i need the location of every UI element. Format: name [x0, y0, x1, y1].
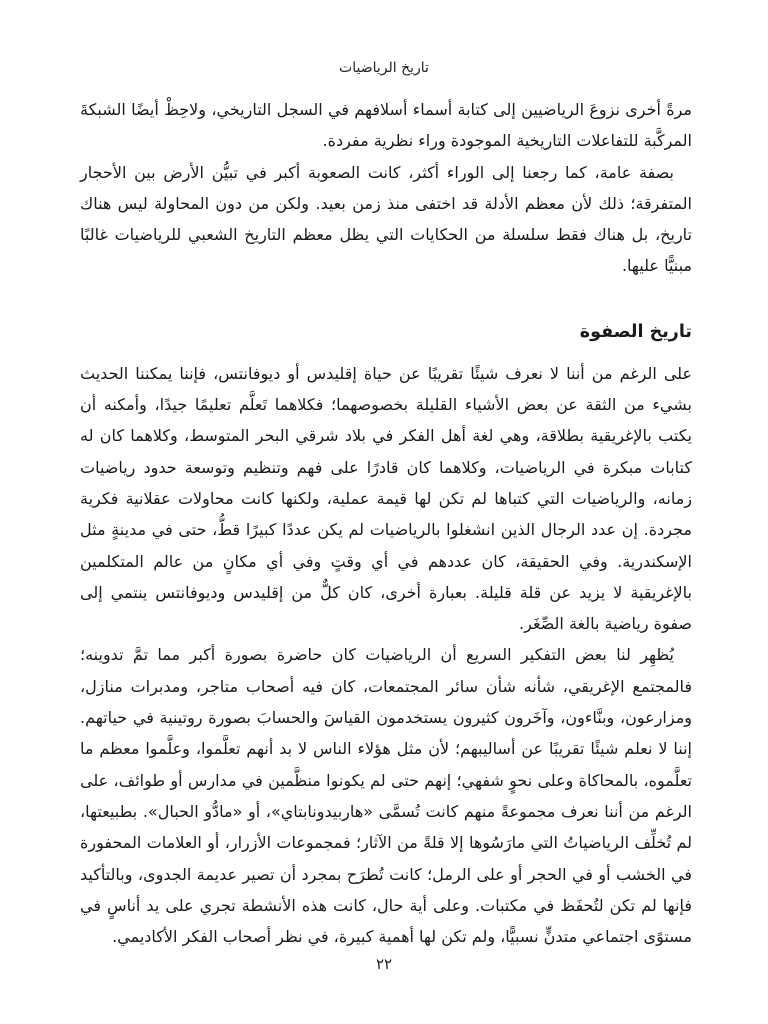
paragraph-2: بصفة عامة، كما رجعنا إلى الوراء أكثر، كانت الصعوبة أكبر في تبيُّن الأرض بين الأحجار المتفرقة؛ ذلك لأن معظم الأدلة قد اختفى منذ زمن بعيد. ولكن من دون المحاولة ليس هناك تاريخ، بل هناك فقط سلسلة من الحكايات التي يظل معظم التاريخ الشعبي للرياضيات غالبًا مبنيًّا عليها.	[80, 162, 692, 276]
page-body	[80, 94, 692, 952]
paragraph-3: على الرغم من أننا لا نعرف شيئًا تقريبًا عن حياة إقليدس أو ديوفانتس، فإننا يمكننا الحديث بشيء من الثقة عن بعض الأشياء القليلة بخصوصهما؛ فكلاهما تَعلَّم تعليمًا جيدًا، وأمكنه أن يكتب بالإغريقية بطلاقة، وهي لغة أهل الفكر في بلاد شرقي البحر المتوسط، وكلاهما كان له كتابات مبكرة في الرياضيات، وكلاهما كان قادرًا على فهم وتنظيم وتوسعة حدود رياضيات زمانه، والرياضيات التي كتباها لم تكن لها قيمة عملية، ولكنها كانت محاولات عقلانية فكرية مجردة. إن عدد الرجال الذين انشغلوا بالرياضيات لم يكن عددًا كبيرًا قطُّ، حتى في مدينةٍ مثل الإسكندرية. وفي الحقيقة، كان عددهم في أي وقتٍ وفي أي مكانٍ من عالم المتكلمين بالإغريقية لا يزيد عن قلة قليلة. بعبارة أخرى، كان كلٌّ من إقليدس وديوفانتس ينتمي إلى صفوة رياضية بالغة الصِّغَر.	[80, 363, 692, 634]
page-number: ٢٢	[375, 955, 393, 973]
paragraph-1: مرةً أخرى نزوعَ الرياضيين إلى كتابة أسماء أسلافهم في السجل التاريخي، ولاحِظْ أيضًا الشبكةَ المركَّبة للتفاعلات التاريخية الموجودة وراء نظرية مفردة.	[80, 100, 692, 151]
section-heading: تاريخ الصفوة	[579, 321, 692, 342]
running-header-title: تاريخ الرياضيات	[339, 60, 429, 76]
paragraph-4: يُظهِر لنا بعض التفكير السريع أن الرياضيات كان حاضرة بصورة أكبر مما تمَّ تدوينه؛ فالمجتمع الإغريقي، شأنه شأن سائر المجتمعات، كان فيه أصحاب متاجر، ومدبرات منازل، ومزارعون، وبنَّاءون، وآخَرون كثيرون يستخدمون القياسَ والحسابَ بصورة روتينية في حياتهم. إننا لا نعلم شيئًا تقريبًا عن أساليبهم؛ لأن مثل هؤلاء الناس لا بد أنهم تعلَّموا، وعلَّموا معظم ما تعلَّموه، بالمحاكاة وعلى نحوٍ شفهي؛ إنهم حتى لم يكونوا منظَّمين في مدارس أو طوائف، على الرغم من أننا نعرف مجموعةً منهم كانت تُسمَّى «هاربيدونابتاي»، أو «مادُّو الحبال». بطبيعتها، لم تُخلِّف الرياضياتُ التي مارَسُوها إلا قلةً من الآثار؛ فمجموعات الأزرار، أو العلامات المحفورة في الخشب أو في الحجر أو على الرمل؛ كانت تُطرَح بمجرد أن تصير عديمة الجدوى، وبالتأكيد فإنها لم تكن لتُحفَظ في مكتبات. وعلى أية حال، كانت هذه الأنشطة تجري على يد أناسٍ في مستوًى اجتماعي متدنٍّ نسبيًّا، ولم تكن لها أهمية كبيرة، في نظر أصحاب الفكر الأكاديمي.	[80, 645, 692, 947]
